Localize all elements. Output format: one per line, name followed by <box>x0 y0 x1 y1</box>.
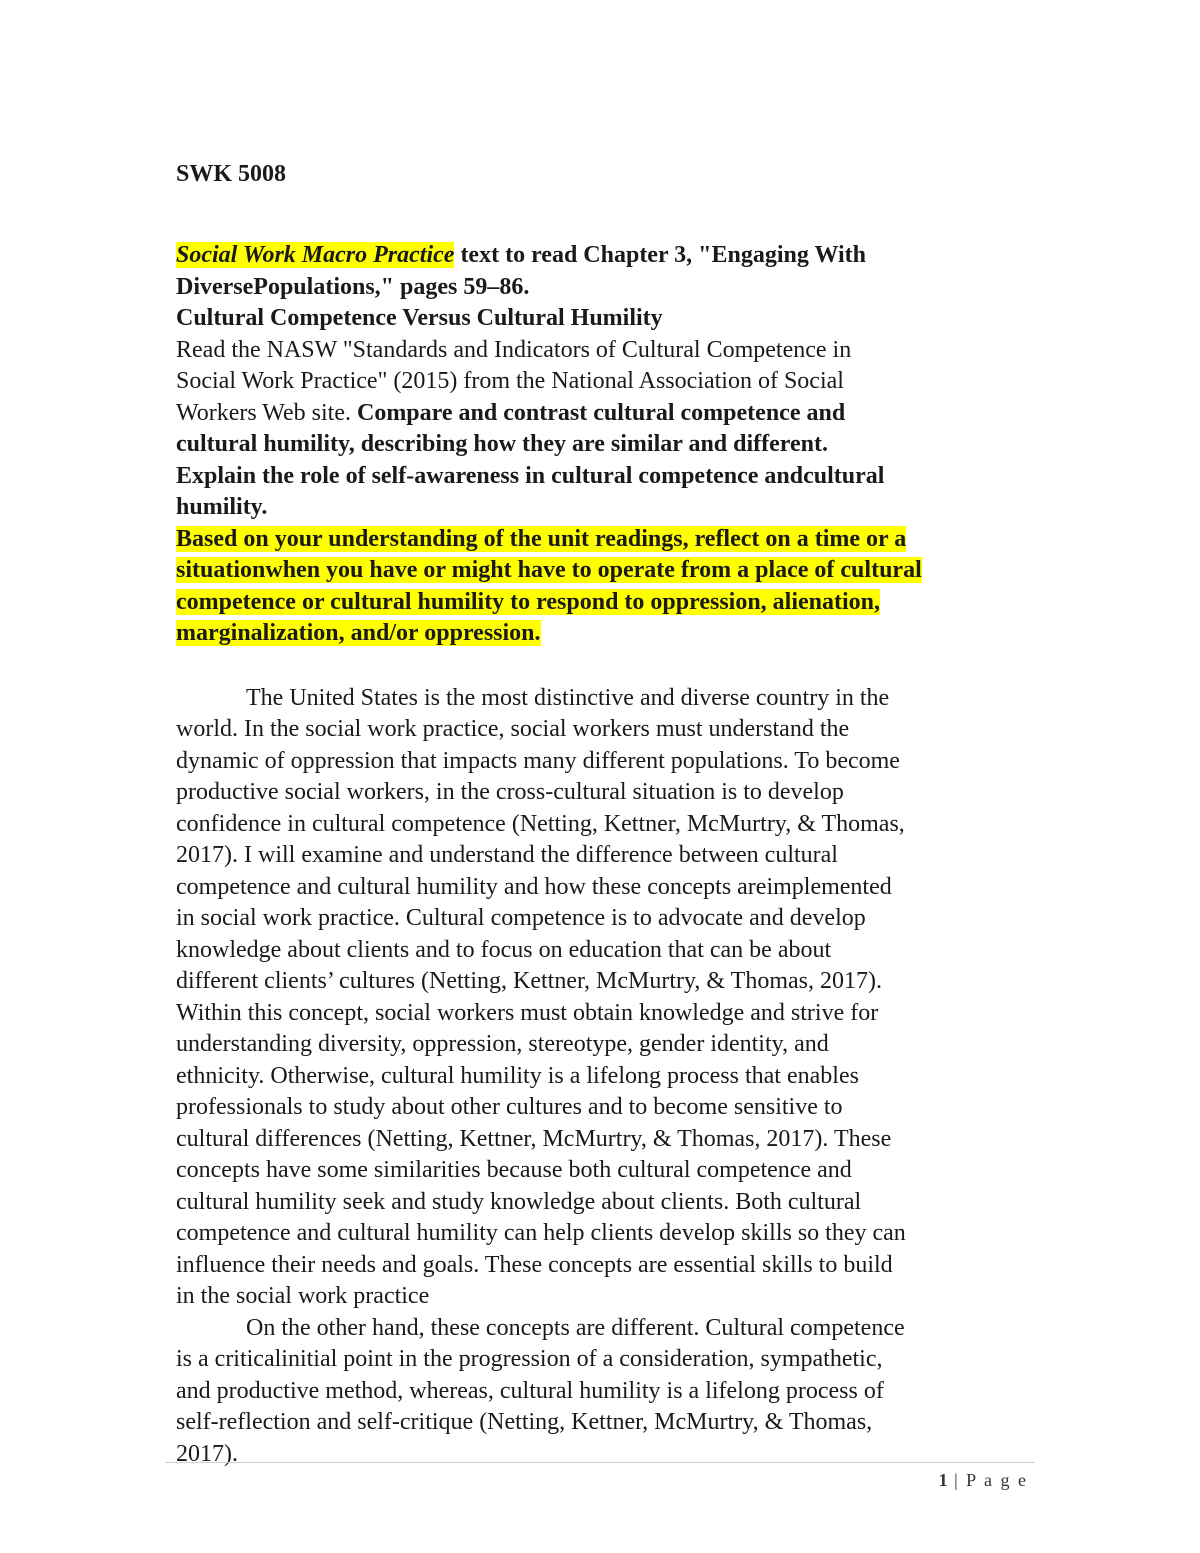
nasw-line-1: Read the NASW "Standards and Indicators of Cultural Competence in <box>176 336 852 363</box>
paragraph-line: concepts have some similarities because both cultural competence and <box>176 1157 852 1183</box>
paragraph-line: and productive method, whereas, cultural humility is a lifelong process of <box>176 1377 884 1404</box>
paragraph-line: The United States is the most distinctive and diverse country in the <box>246 684 890 711</box>
reflect-line-3: competence or cultural humility to respond to oppression, alienation, <box>176 588 881 615</box>
paragraph-line: ethnicity. Otherwise, cultural humility is a lifelong process that enables <box>176 1062 859 1089</box>
footer-separator: | <box>947 1470 967 1490</box>
explain-line-1: Explain the role of self-awareness in cultural competence andcultural <box>176 462 885 489</box>
paragraph-line: 2017). <box>176 1440 238 1467</box>
paragraph-line: competence and cultural humility and how these concepts areimplemented <box>176 873 892 900</box>
paragraph-line: different clients’ cultures (Netting, Kettner, McMurtry, & Thomas, 2017). <box>176 968 882 994</box>
reflect-line-4: marginalization, and/or oppression. <box>176 620 541 646</box>
paragraph-line: world. In the social work practice, social workers must understand the <box>176 716 850 742</box>
paragraph-line: 2017). I will examine and understand the difference between cultural <box>176 842 838 868</box>
paragraph-line: cultural humility seek and study knowledge about clients. Both cultural <box>176 1188 862 1215</box>
paragraph-line: self-reflection and self-critique (Netting, Kettner, McMurtry, & Thomas, <box>176 1409 873 1435</box>
prompt-heading: Cultural Competence Versus Cultural Humility <box>176 305 663 331</box>
paragraph-line: On the other hand, these concepts are different. Cultural competence <box>246 1314 905 1341</box>
paragraph-line: understanding diversity, oppression, stereotype, gender identity, and <box>176 1031 829 1057</box>
paragraph-line: Within this concept, social workers must obtain knowledge and strive for <box>176 999 879 1026</box>
paragraph-line: is a criticalinitial point in the progression of a consideration, sympathetic, <box>176 1346 883 1372</box>
page-footer <box>939 1470 1028 1491</box>
paragraph-2 <box>176 1313 1056 1471</box>
reflect-line-2: situationwhen you have or might have to operate from a place of cultural <box>176 557 922 583</box>
course-code: SWK 5008 <box>176 161 287 187</box>
book-title: Social Work Macro Practice <box>176 242 455 268</box>
paragraph-line: productive social workers, in the cross-cultural situation is to develop <box>176 779 844 805</box>
paragraph-1 <box>176 683 1056 1313</box>
reading-line-1: Social Work Macro Practice text to read Chapter 3, "Engaging With <box>176 242 867 268</box>
paragraph-line: competence and cultural humility can help clients develop skills so they can <box>176 1220 906 1246</box>
page-label: P a g e <box>966 1470 1028 1490</box>
essay-body <box>176 683 1056 1471</box>
footer-divider <box>165 1462 1035 1463</box>
assignment-prompt <box>176 240 1056 650</box>
paragraph-line: cultural differences (Netting, Kettner, McMurtry, & Thomas, 2017). These <box>176 1125 892 1152</box>
explain-line-2: humility. <box>176 494 268 520</box>
reading-line-2: DiversePopulations," pages 59–86. <box>176 273 530 300</box>
reflect-line-1: Based on your understanding of the unit readings, reflect on a time or a <box>176 525 907 552</box>
nasw-line-2: Social Work Practice" (2015) from the National Association of Social <box>176 368 844 394</box>
paragraph-line: in social work practice. Cultural competence is to advocate and develop <box>176 905 866 931</box>
paragraph-line: in the social work practice <box>176 1283 430 1309</box>
paragraph-line: influence their needs and goals. These concepts are essential skills to build <box>176 1251 893 1278</box>
page-content <box>176 158 1056 1470</box>
paragraph-line: knowledge about clients and to focus on education that can be about <box>176 936 832 963</box>
paragraph-line: professionals to study about other cultures and to become sensitive to <box>176 1094 843 1120</box>
nasw-line-3: Workers Web site. Compare and contrast cultural competence and <box>176 399 846 426</box>
paragraph-line: confidence in cultural competence (Netting, Kettner, McMurtry, & Thomas, <box>176 810 905 837</box>
page-number: 1 <box>938 1470 948 1490</box>
paragraph-line: dynamic of oppression that impacts many different populations. To become <box>176 747 900 774</box>
compare-line-2: cultural humility, describing how they are similar and different. <box>176 431 829 457</box>
